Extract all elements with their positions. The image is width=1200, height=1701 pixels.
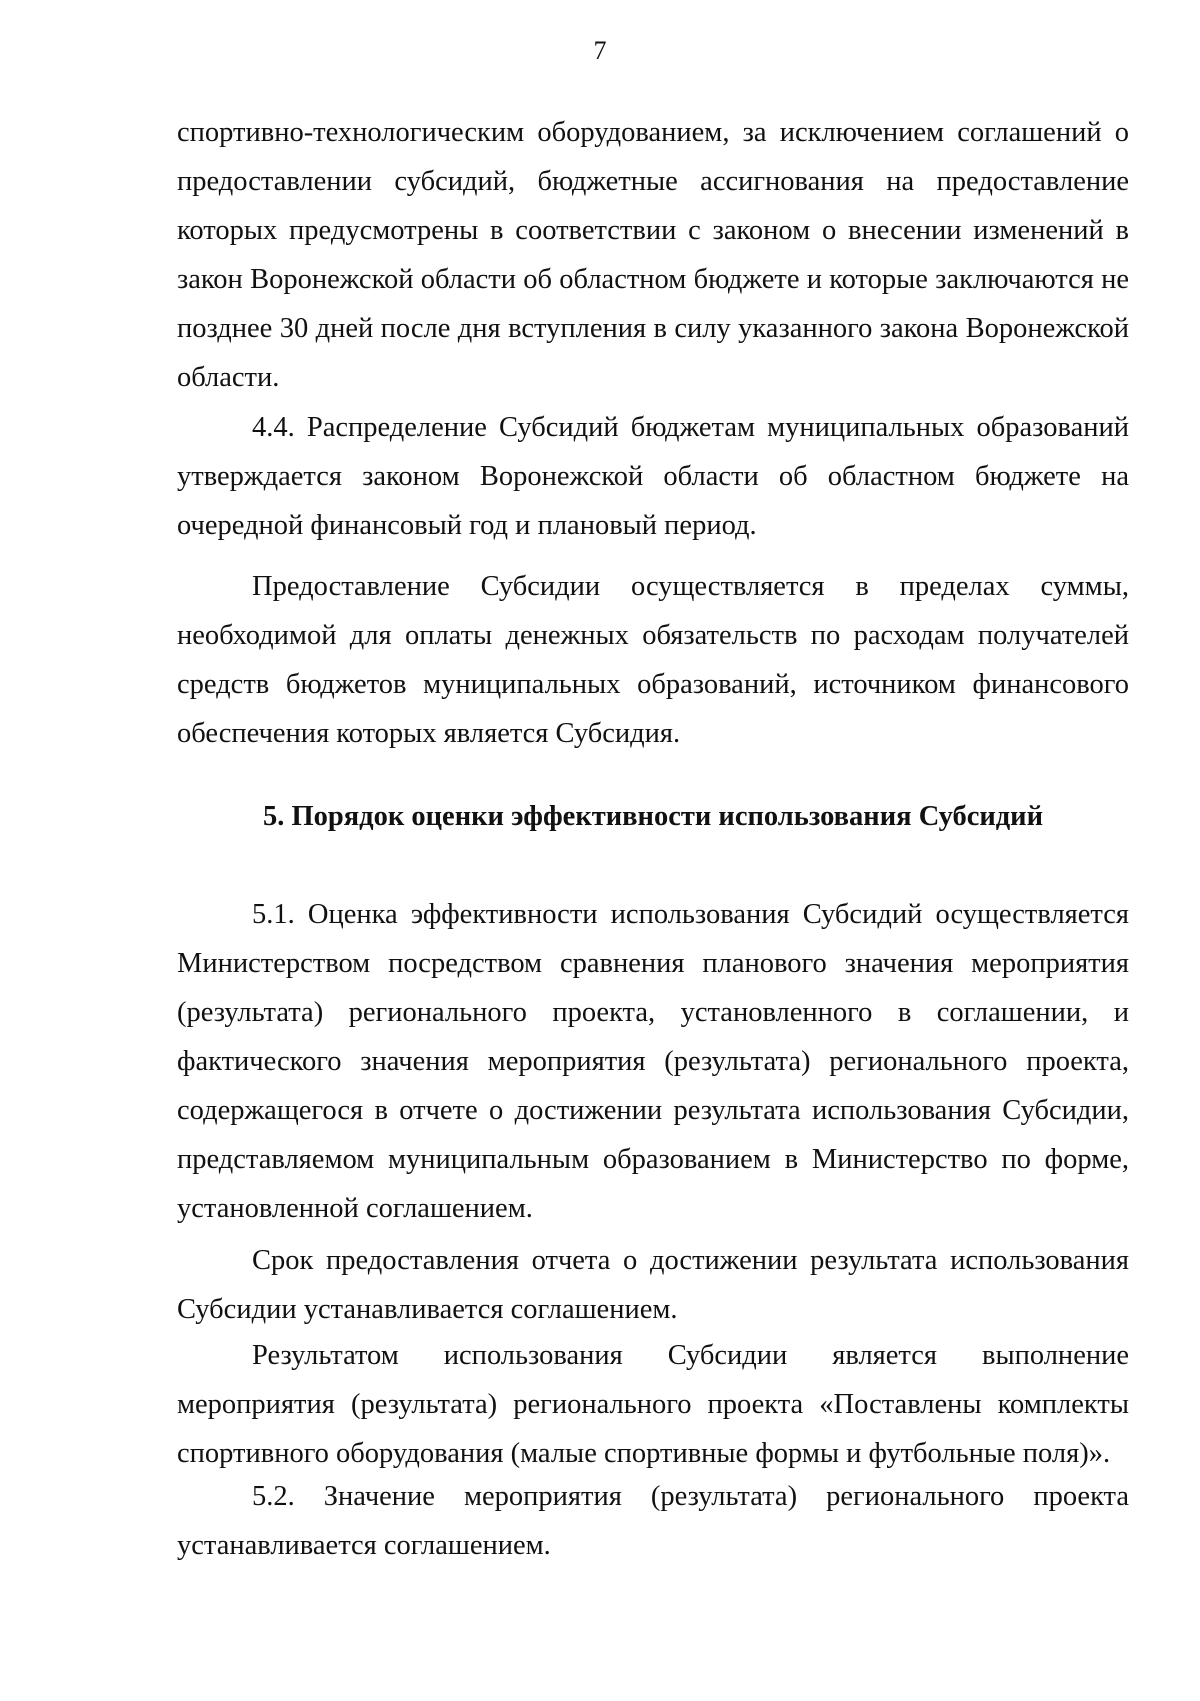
- paragraph-subsidy-provision: Предоставление Субсидии осуществляется в пределах суммы, необходимой для оплаты денежных обязательств по расходам получателей средств бюджетов муниципальных образований, источником финансового обеспечения которых является Субсидия.: [177, 571, 1129, 749]
- paragraph-group-3: [177, 890, 1129, 1233]
- paragraph-5-2: 5.2. Значение мероприятия (результата) регионального проекта устанавливается соглашением.: [177, 1481, 1129, 1561]
- section-heading: 5. Порядок оценки эффективности использования Субсидий: [262, 801, 1044, 832]
- paragraph-continuation: спортивно-технологическим оборудованием, за исключением соглашений о предоставлении субсидий, бюджетные ассигнования на предоставление которых предусмотрены в соответствии с законом о внесении изменений в закон Воронежской области об областном бюджете и которые заключаются не позднее 30 дней после дня вступления в силу указанного закона Воронежской области.: [177, 117, 1129, 393]
- paragraph-group-5: [177, 1331, 1129, 1478]
- paragraph-group-1: [177, 108, 1129, 402]
- paragraph-report-deadline: Срок предоставления отчета о достижении результата использования Субсидии устанавливается соглашением.: [177, 1245, 1129, 1325]
- page-number: 7: [593, 36, 607, 65]
- paragraph-result: Результатом использования Субсидии является выполнение мероприятия (результата) регионального проекта «Поставлены комплекты спортивного оборудования (малые спортивные формы и футбольные поля)».: [177, 1340, 1129, 1469]
- paragraph-5-1: 5.1. Оценка эффективности использования Субсидий осуществляется Министерством посредством сравнения планового значения мероприятия (результата) регионального проекта, установленного в соглашении, и фактического значения мероприятия (результата) регионального проекта, содержащегося в отчете о достижении результата использования Субсидии, представляемом муниципальным образованием в Министерство по форме, установленной соглашением.: [177, 899, 1129, 1224]
- paragraph-group-2: [177, 403, 1129, 758]
- paragraph-group-4: [177, 1236, 1129, 1334]
- paragraph-group-6: [177, 1472, 1129, 1570]
- paragraph-4-4: 4.4. Распределение Субсидий бюджетам муниципальных образований утверждается законом Воронежской области об областном бюджете на очередной финансовый год и плановый период.: [177, 412, 1129, 541]
